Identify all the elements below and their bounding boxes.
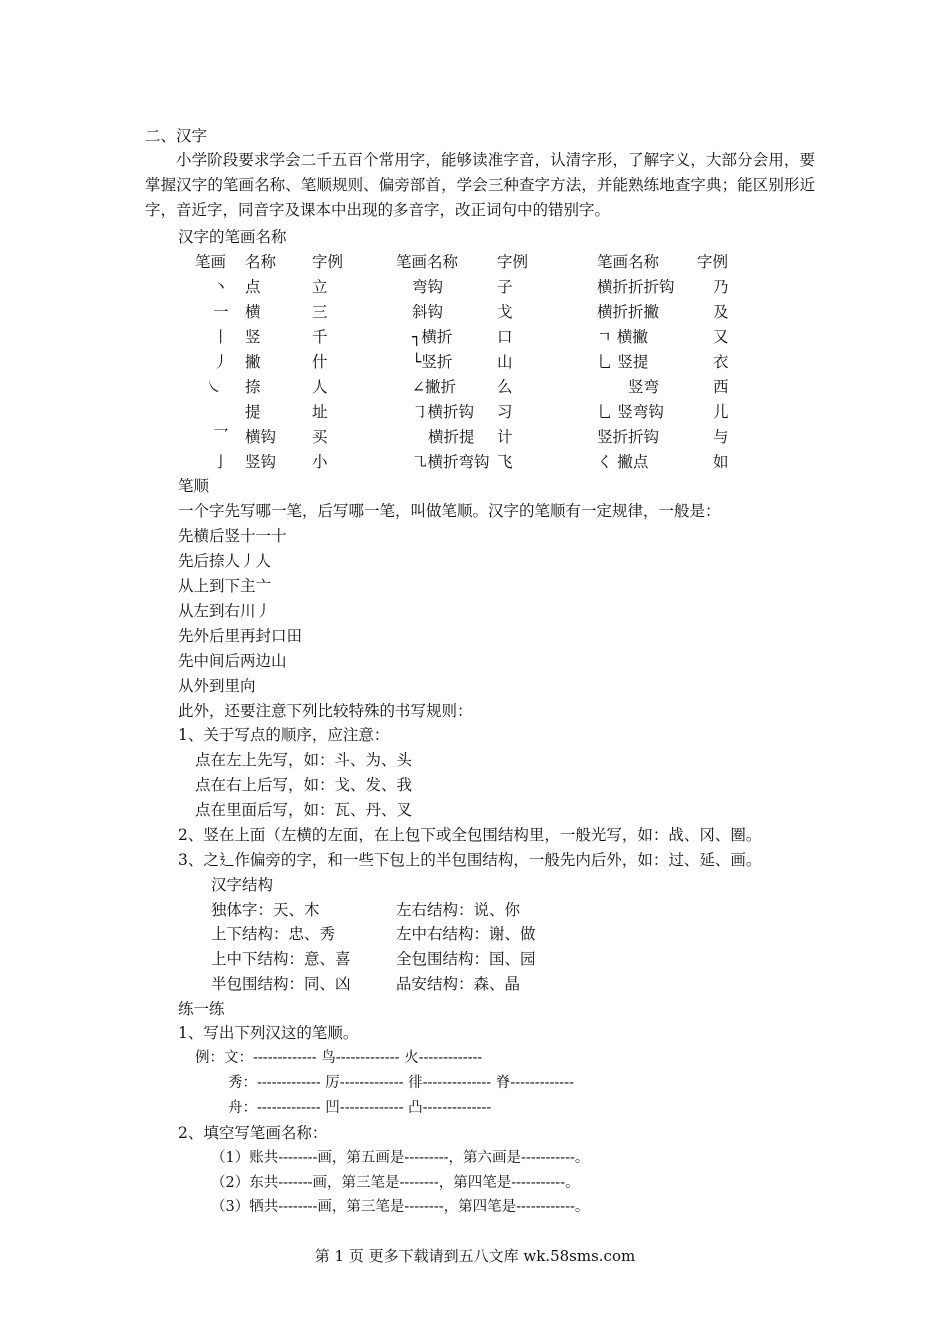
stroke-example: 口	[497, 328, 513, 346]
order-rule: 先中间后两边山	[178, 652, 287, 670]
stroke-glyph: 一	[213, 303, 229, 321]
stroke-example: 及	[713, 303, 729, 321]
dot-case: 点在左上先写，如：斗、为、头	[195, 751, 413, 769]
exercise-1-line: 秀：------------- 厉------------- 徘-------------- 脊-------------	[228, 1075, 574, 1091]
rule-2: 2、竖在上面（左横的左面，在上包下或全包围结构里，一般光写，如：战、冈、圈。	[178, 826, 762, 844]
stroke-example: 子	[497, 278, 513, 296]
stroke-name: ∠撇折	[412, 378, 456, 396]
table-header: 名称	[245, 253, 277, 271]
order-rule: 从外到里向	[178, 677, 256, 695]
stroke-example: 西	[713, 378, 729, 396]
structure-item: 上中下结构：意、喜	[211, 950, 351, 968]
exercise-2-title: 2、填空写笔画名称：	[178, 1124, 328, 1142]
structure-item: 独体字：天、木	[211, 901, 320, 919]
table-header: 字例	[697, 253, 729, 271]
strokes-heading: 汉字的笔画名称	[178, 228, 287, 246]
stroke-glyph: ㇏	[206, 378, 222, 396]
order-rule: 从上到下主亠	[178, 577, 272, 595]
stroke-name: 竖弯	[628, 378, 660, 396]
stroke-name: 乚 竖提	[597, 353, 649, 371]
stroke-example: 计	[497, 428, 513, 446]
table-header: 字例	[312, 253, 344, 271]
stroke-example: 又	[713, 328, 729, 346]
stroke-name: └竖折	[412, 353, 453, 371]
dot-case: 点在里面后写，如：瓦、丹、叉	[195, 801, 413, 819]
exercise-2-item: （1）账共--------画，第五画是---------，第六画是-----------。	[211, 1150, 590, 1166]
dot-rule: 1、关于写点的顺序，应注意：	[178, 726, 390, 744]
page-footer: 第 1 页 更多下载请到五八文库 wk.58sms.com	[314, 1247, 636, 1265]
stroke-example: 乃	[713, 278, 729, 296]
order-rule: 从左到右川丿	[178, 602, 272, 620]
stroke-example: 买	[312, 428, 328, 446]
stroke-name: 撇	[245, 353, 261, 371]
stroke-name: ┐横折	[412, 328, 453, 346]
section-title: 二、汉字	[145, 127, 208, 145]
stroke-example: 人	[312, 378, 328, 396]
stroke-example: 立	[312, 278, 328, 296]
order-rule: 先外后里再封口田	[178, 627, 303, 645]
structure-item: 半包围结构：同、凶	[211, 975, 351, 993]
stroke-name: 竖钩	[245, 453, 277, 471]
structure-item: 品安结构：森、晶	[396, 975, 521, 993]
stroke-name: 捺	[245, 378, 261, 396]
table-header: 笔画名称	[597, 253, 660, 271]
stroke-example: 址	[312, 403, 328, 421]
practice-heading: 练一练	[178, 1000, 225, 1018]
exercise-2-item: （3）牺共--------画，第三笔是--------，第四笔是------------。	[211, 1199, 590, 1215]
stroke-name: ㇈横折弯钩	[412, 453, 490, 471]
order-rule: 先后捺人丿人	[178, 552, 272, 570]
stroke-name: 斜钩	[412, 303, 444, 321]
stroke-name: 竖折折钩	[597, 428, 660, 446]
table-header: 笔画名称	[396, 253, 459, 271]
exercise-1-title: 1、写出下列汉这的笔顺。	[178, 1024, 359, 1042]
stroke-example: 衣	[713, 353, 729, 371]
stroke-glyph: 丶	[213, 278, 229, 296]
stroke-example: 三	[312, 303, 328, 321]
table-header: 笔画	[195, 253, 227, 271]
stroke-example: 飞	[497, 453, 513, 471]
stroke-glyph: 乛	[213, 427, 229, 445]
stroke-example: 小	[312, 453, 328, 471]
stroke-example: 戈	[497, 303, 513, 321]
stroke-example: 山	[497, 353, 513, 371]
stroke-example: 千	[312, 328, 328, 346]
order-heading: 笔顺	[178, 477, 210, 495]
stroke-name: 乚 竖弯钩	[597, 403, 664, 421]
dot-case: 点在右上后写，如：戈、发、我	[195, 776, 413, 794]
stroke-name: 横折提	[428, 428, 475, 446]
stroke-example: 儿	[713, 403, 729, 421]
stroke-example: 与	[713, 428, 729, 446]
stroke-name: ㄱ 横撇	[597, 328, 648, 346]
order-intro: 一个字先写哪一笔，后写哪一笔，叫做笔顺。汉字的笔顺有一定规律，一般是：	[178, 502, 721, 520]
stroke-name: 横钩	[245, 428, 277, 446]
stroke-name: 弯钩	[412, 278, 444, 296]
stroke-name: 点	[245, 278, 261, 296]
stroke-name: ㇆横折钩	[412, 403, 475, 421]
structure-item: 左右结构：说、你	[396, 901, 521, 919]
stroke-example: 如	[713, 453, 729, 471]
special-intro: 此外，还要注意下列比较特殊的书写规则：	[178, 702, 473, 720]
stroke-name: 提	[245, 403, 261, 421]
rule-3: 3、之⻎作偏旁的字，和一些下包上的半包围结构，一般先内后外，如：过、延、画。	[178, 851, 762, 869]
stroke-name: く 撇点	[597, 453, 649, 471]
structure-item: 全包围结构：国、园	[396, 950, 536, 968]
intro-paragraph: 小学阶段要求学会二千五百个常用字，能够读准字音，认清字形，了解字义，大部分会用，要掌握汉字的笔画名称、笔顺规则、偏旁部首，学会三种查字方法，并能熟练地查字典；能区别形近字，音近字，同音字及课本中出现的多音字，改正词句中的错别字。	[145, 151, 815, 219]
structure-item: 上下结构：忠、秀	[211, 925, 336, 943]
stroke-glyph: 亅	[213, 453, 229, 471]
stroke-glyph: 丿	[213, 353, 229, 371]
exercise-1-line: 舟：------------- 凹------------- 凸--------------	[228, 1100, 492, 1116]
exercise-2-item: （2）东共-------画，第三笔是--------，第四笔是-----------。	[211, 1175, 580, 1191]
stroke-name: 横折折折钩	[597, 278, 675, 296]
stroke-example: 么	[497, 378, 513, 396]
stroke-glyph: 丨	[213, 328, 229, 346]
stroke-name: 竖	[245, 328, 261, 346]
stroke-name: 横	[245, 303, 261, 321]
order-rule: 先横后竖十一十	[178, 527, 287, 545]
stroke-example: 什	[312, 353, 328, 371]
exercise-1-line: 例：文：------------- 鸟------------- 火-------------	[195, 1050, 483, 1066]
structure-heading: 汉字结构	[211, 876, 274, 894]
stroke-name: 横折折撇	[597, 303, 660, 321]
stroke-example: 习	[497, 403, 513, 421]
table-header: 字例	[497, 253, 529, 271]
structure-item: 左中右结构：谢、做	[396, 925, 536, 943]
